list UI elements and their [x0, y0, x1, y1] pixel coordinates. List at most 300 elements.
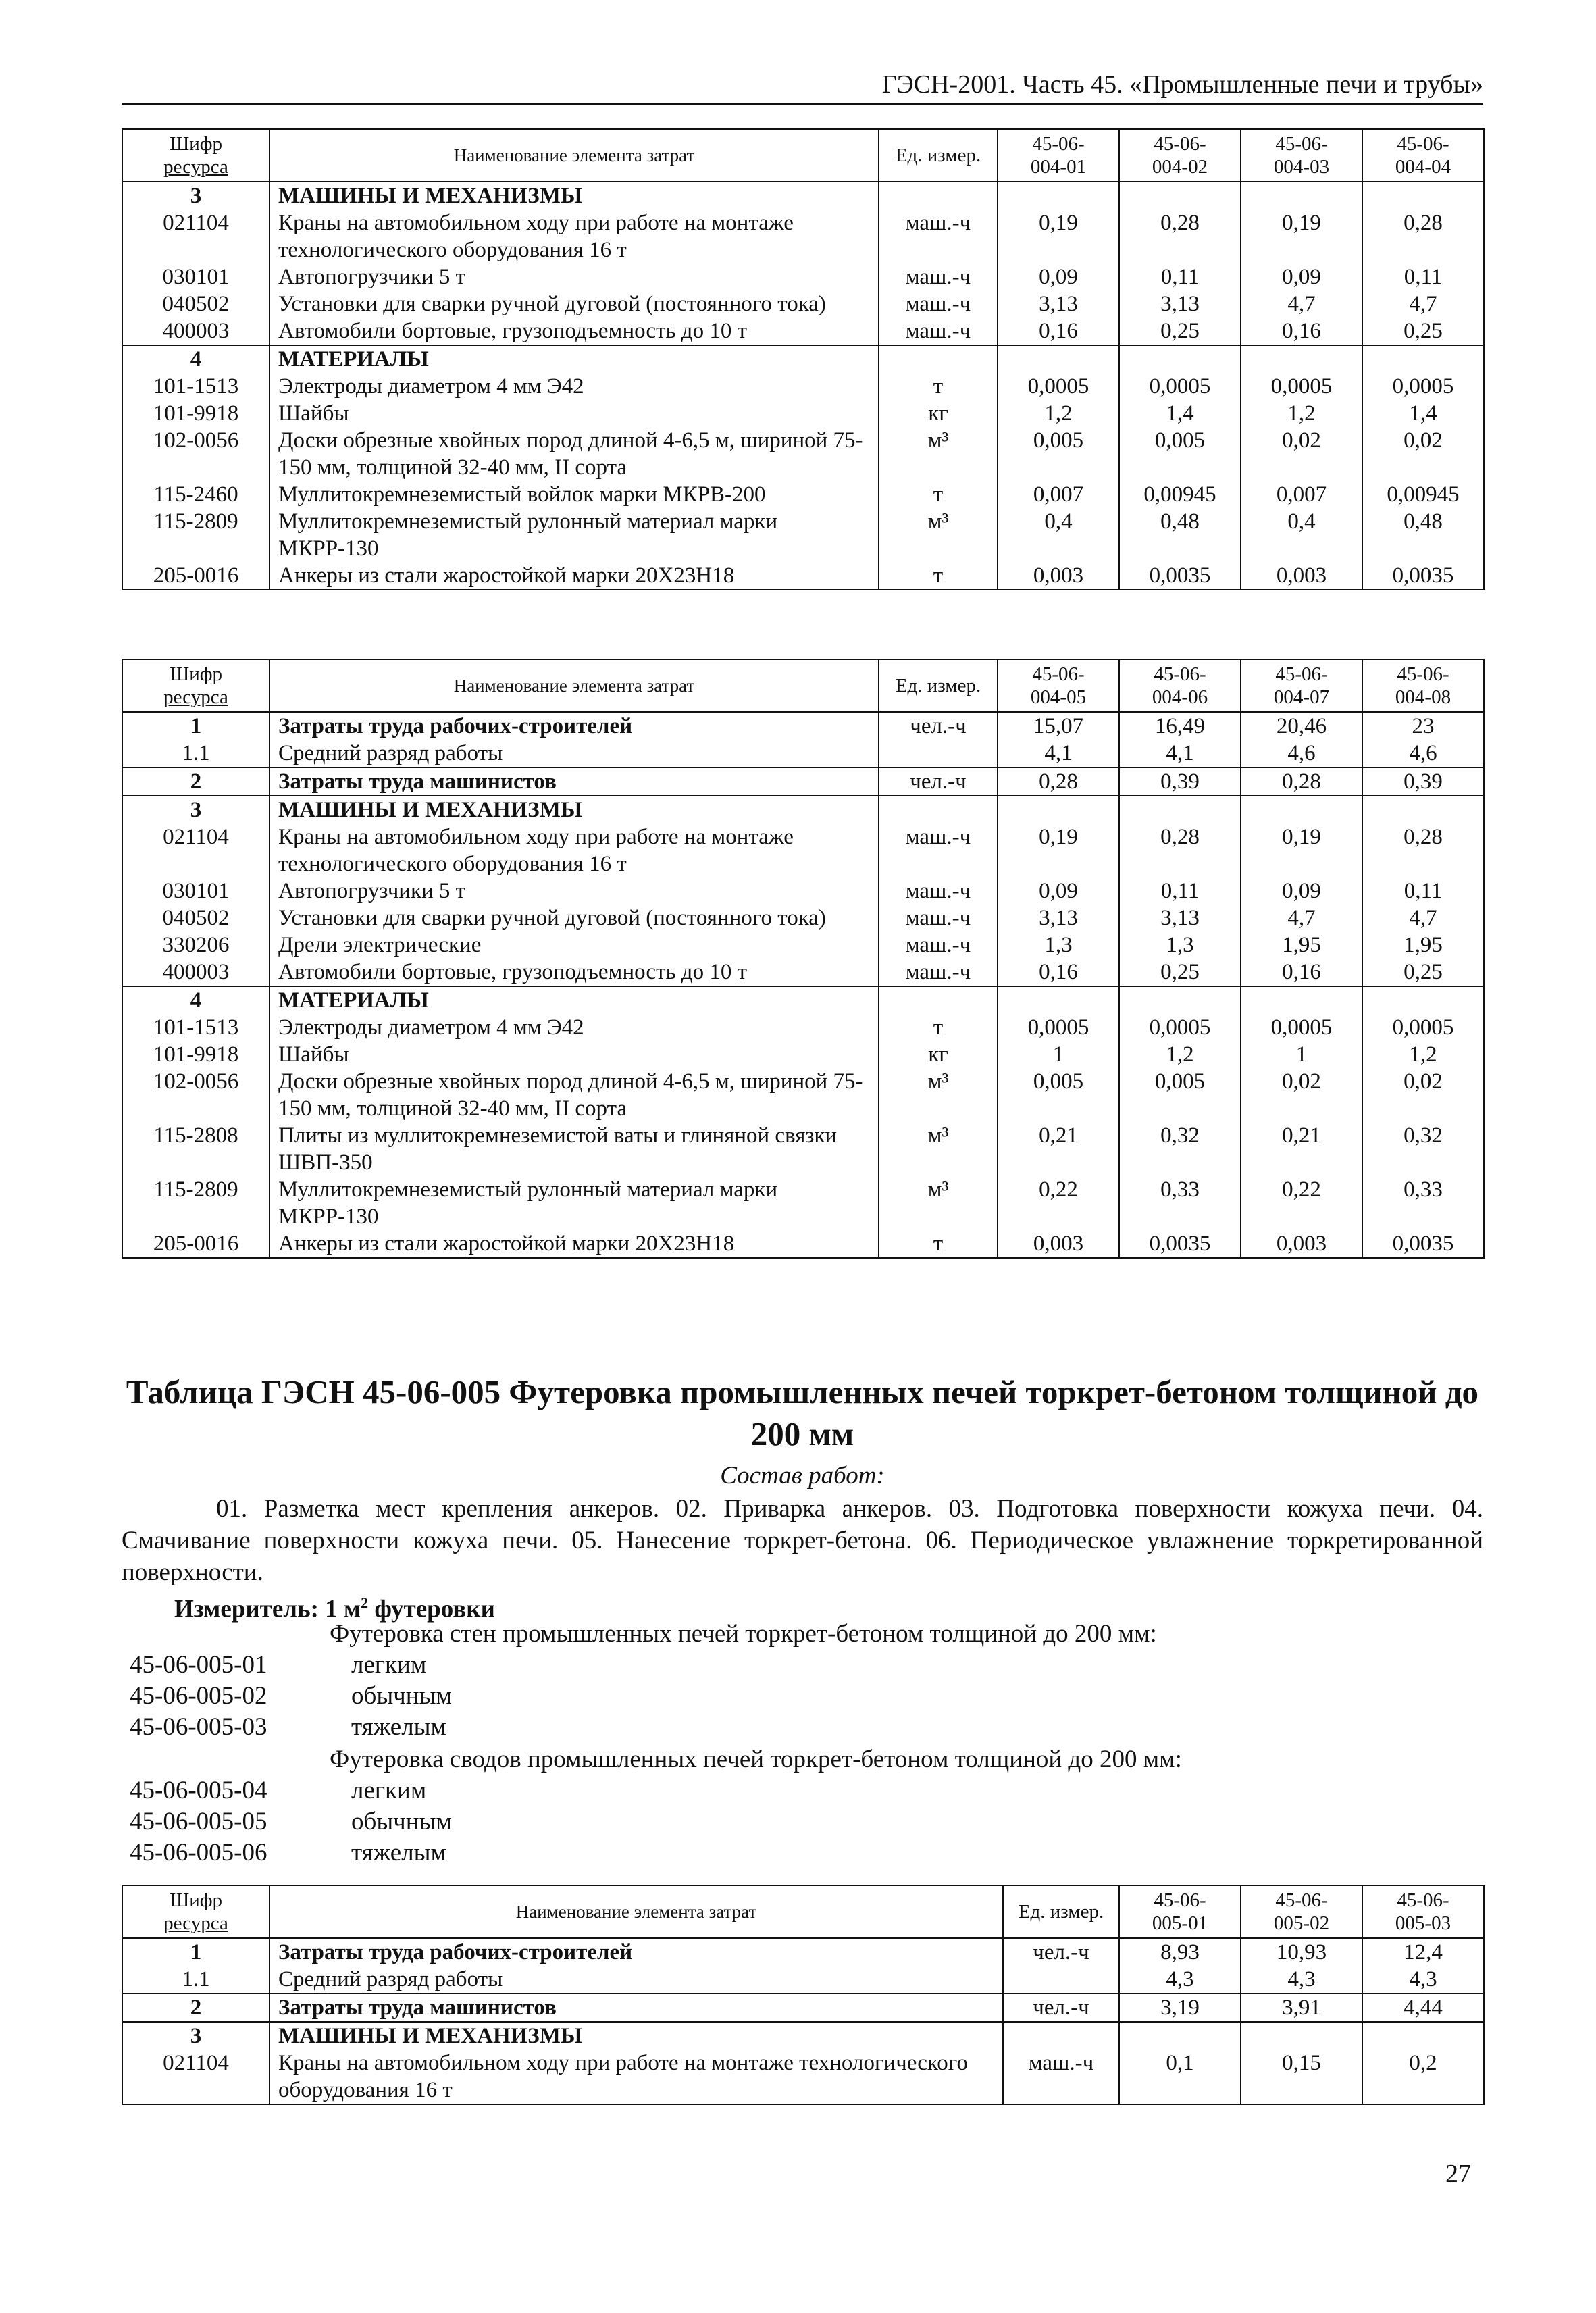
- norm-col-header: [998, 129, 1119, 182]
- code-col-header: [122, 129, 269, 182]
- measure-unit-label: Измеритель: 1 м: [174, 1595, 361, 1623]
- value-cell: 0,28: [1241, 767, 1362, 796]
- value-cell: 0,09: [998, 878, 1119, 905]
- table-row: [122, 905, 1484, 932]
- value-cell: 0,4: [1241, 508, 1362, 562]
- cost-name-cell: Затраты труда рабочих-строителей: [269, 712, 879, 740]
- unit-cell: [879, 182, 998, 209]
- value-cell: 4,7: [1241, 290, 1362, 317]
- work-composition-heading: Состав работ:: [720, 1462, 885, 1490]
- value-cell: 0,28: [1362, 823, 1484, 878]
- value-cell: 0,005: [998, 1068, 1119, 1122]
- cost-name-cell: Краны на автомобильном ходу при работе на монтаже технологического оборудования 16 т: [269, 209, 879, 263]
- norm-col-header: [1362, 659, 1484, 712]
- norm-list-item: [130, 1681, 452, 1712]
- value-cell: 1,2: [1241, 400, 1362, 427]
- value-cell: 0,02: [1241, 427, 1362, 481]
- norm-label: легким: [351, 1651, 427, 1679]
- resource-code-cell: 3: [122, 2022, 269, 2050]
- table-row: [122, 427, 1484, 481]
- resource-code-cell: 030101: [122, 263, 269, 290]
- resource-code-cell: 3: [122, 796, 269, 823]
- resource-code-cell: 102-0056: [122, 427, 269, 481]
- group-heading-vaults: Футеровка сводов промышленных печей торкрет-бетоном толщиной до 200 мм:: [330, 1746, 1182, 1773]
- value-cell: 0,02: [1241, 1068, 1362, 1122]
- norm-list-item: [130, 1806, 452, 1837]
- unit-col-header: Ед. измер.: [879, 129, 998, 182]
- value-cell: 4,1: [998, 740, 1119, 767]
- value-cell: 0,0005: [1119, 373, 1241, 400]
- unit-cell: [879, 796, 998, 823]
- unit-cell: т: [879, 1014, 998, 1041]
- cost-name-cell: Автомобили бортовые, грузоподъемность до 10 т: [269, 317, 879, 345]
- norm-col-header: [1241, 1885, 1362, 1938]
- value-cell: 0,0005: [1241, 373, 1362, 400]
- cost-name-cell: Автомобили бортовые, грузоподъемность до 10 т: [269, 959, 879, 986]
- resource-code-cell: 115-2808: [122, 1122, 269, 1176]
- table-row: [122, 878, 1484, 905]
- cost-name-cell: Затраты труда машинистов: [269, 1993, 1003, 2022]
- value-cell: 0,007: [998, 481, 1119, 508]
- value-cell: [1362, 182, 1484, 209]
- value-cell: 0,00945: [1362, 481, 1484, 508]
- table-body: [122, 1938, 1484, 2104]
- value-cell: 0,09: [998, 263, 1119, 290]
- table-row: [122, 2050, 1484, 2104]
- value-cell: 0,1: [1119, 2050, 1241, 2104]
- value-cell: 1,2: [998, 400, 1119, 427]
- resource-code-cell: 102-0056: [122, 1068, 269, 1122]
- value-cell: 0,003: [998, 562, 1119, 590]
- unit-cell: маш.-ч: [879, 932, 998, 959]
- resource-code-cell: 101-1513: [122, 1014, 269, 1041]
- value-cell: 4,6: [1362, 740, 1484, 767]
- value-cell: 0,48: [1362, 508, 1484, 562]
- value-cell: [1119, 986, 1241, 1014]
- code-col-label2: ресурса: [163, 156, 228, 178]
- value-cell: 0,48: [1119, 508, 1241, 562]
- norm-list-item: [130, 1775, 426, 1806]
- value-cell: 0,005: [1119, 427, 1241, 481]
- resource-code-cell: 205-0016: [122, 1230, 269, 1258]
- value-cell: 0,11: [1362, 878, 1484, 905]
- value-cell: 0,33: [1119, 1176, 1241, 1230]
- value-cell: 0,28: [1119, 209, 1241, 263]
- resource-code-cell: 021104: [122, 2050, 269, 2104]
- cost-name-cell: Установки для сварки ручной дуговой (постоянного тока): [269, 905, 879, 932]
- value-cell: 0,33: [1362, 1176, 1484, 1230]
- table-body: [122, 182, 1484, 590]
- value-cell: 0,003: [998, 1230, 1119, 1258]
- norm-code: 45-06-005-06: [130, 1839, 267, 1866]
- norm-col-prefix: 45-06-: [1397, 133, 1449, 155]
- value-cell: 23: [1362, 712, 1484, 740]
- cost-name-cell: Шайбы: [269, 400, 879, 427]
- resource-code-cell: 021104: [122, 209, 269, 263]
- table-row: [122, 796, 1484, 823]
- table-row: [122, 317, 1484, 345]
- value-cell: 0,39: [1119, 767, 1241, 796]
- value-cell: [1362, 986, 1484, 1014]
- value-cell: 4,3: [1241, 1966, 1362, 1993]
- value-cell: 1,3: [998, 932, 1119, 959]
- norm-col-suffix: 004-04: [1395, 156, 1451, 178]
- value-cell: [998, 796, 1119, 823]
- table-row: [122, 1176, 1484, 1230]
- value-cell: 4,44: [1362, 1993, 1484, 2022]
- table-header-row: [122, 1885, 1484, 1938]
- cost-name-cell: Дрели электрические: [269, 932, 879, 959]
- code-col-label: Шифр: [169, 1889, 223, 1911]
- value-cell: 1: [998, 1041, 1119, 1068]
- cost-name-cell: Электроды диаметром 4 мм Э42: [269, 373, 879, 400]
- value-cell: 0,0035: [1119, 562, 1241, 590]
- value-cell: 3,13: [998, 905, 1119, 932]
- value-cell: 0,11: [1119, 878, 1241, 905]
- cost-name-cell: Автопогрузчики 5 т: [269, 878, 879, 905]
- value-cell: [998, 182, 1119, 209]
- cost-table-005-01-03: [122, 1885, 1485, 2105]
- norm-col-header: [998, 659, 1119, 712]
- value-cell: 0,0005: [998, 1014, 1119, 1041]
- norm-col-suffix: 004-08: [1395, 686, 1451, 708]
- norm-col-prefix: 45-06-: [1032, 133, 1085, 155]
- value-cell: 3,13: [1119, 290, 1241, 317]
- value-cell: 1,95: [1241, 932, 1362, 959]
- norm-list-item: [130, 1712, 446, 1743]
- table-row: [122, 767, 1484, 796]
- resource-code-cell: 205-0016: [122, 562, 269, 590]
- value-cell: [1119, 2022, 1241, 2050]
- resource-code-cell: 101-9918: [122, 1041, 269, 1068]
- value-cell: 20,46: [1241, 712, 1362, 740]
- unit-col-header: Ед. измер.: [1003, 1885, 1119, 1938]
- value-cell: 16,49: [1119, 712, 1241, 740]
- value-cell: 4,7: [1241, 905, 1362, 932]
- value-cell: 0,005: [998, 427, 1119, 481]
- value-cell: 0,25: [1119, 317, 1241, 345]
- unit-cell: м³: [879, 1176, 998, 1230]
- cost-name-cell: Затраты труда машинистов: [269, 767, 879, 796]
- table-row: [122, 1938, 1484, 1966]
- measure-unit-tail: футеровки: [368, 1595, 495, 1623]
- cost-table-004-01-04: [122, 128, 1485, 590]
- resource-code-cell: 3: [122, 182, 269, 209]
- norm-col-suffix: 004-02: [1152, 156, 1208, 178]
- norm-col-prefix: 45-06-: [1275, 663, 1328, 685]
- cost-name-cell: МАШИНЫ И МЕХАНИЗМЫ: [269, 796, 879, 823]
- value-cell: 3,13: [1119, 905, 1241, 932]
- cost-name-cell: Плиты из муллитокремнеземистой ваты и глиняной связки ШВП-350: [269, 1122, 879, 1176]
- table-row: [122, 959, 1484, 986]
- cost-name-cell: МАШИНЫ И МЕХАНИЗМЫ: [269, 2022, 1003, 2050]
- unit-cell: чел.-ч: [1003, 1938, 1119, 1966]
- value-cell: 1,4: [1362, 400, 1484, 427]
- table-row: [122, 932, 1484, 959]
- resource-code-cell: 1: [122, 712, 269, 740]
- unit-cell: [1003, 1966, 1119, 1993]
- value-cell: 0,00945: [1119, 481, 1241, 508]
- unit-cell: маш.-ч: [879, 959, 998, 986]
- norm-col-header: [1241, 659, 1362, 712]
- norm-code: 45-06-005-03: [130, 1713, 267, 1741]
- value-cell: 1: [1241, 1041, 1362, 1068]
- value-cell: [998, 986, 1119, 1014]
- value-cell: 4,3: [1119, 1966, 1241, 1993]
- value-cell: 0,25: [1362, 317, 1484, 345]
- resource-code-cell: 4: [122, 345, 269, 373]
- value-cell: 0,007: [1241, 481, 1362, 508]
- norm-col-header: [1119, 129, 1241, 182]
- norm-col-suffix: 004-01: [1030, 156, 1087, 178]
- norm-list-item: [130, 1837, 446, 1869]
- cost-name-cell: Краны на автомобильном ходу при работе на монтаже технологического оборудования 16 т: [269, 823, 879, 878]
- value-cell: 0,16: [998, 317, 1119, 345]
- value-cell: [1119, 182, 1241, 209]
- value-cell: 4,6: [1241, 740, 1362, 767]
- code-col-header: [122, 1885, 269, 1938]
- resource-code-cell: 101-9918: [122, 400, 269, 427]
- value-cell: 0,02: [1362, 427, 1484, 481]
- norm-col-prefix: 45-06-: [1275, 1889, 1328, 1911]
- norm-col-suffix: 004-05: [1030, 686, 1087, 708]
- value-cell: [1119, 345, 1241, 373]
- norm-col-suffix: 004-06: [1152, 686, 1208, 708]
- value-cell: 0,16: [1241, 959, 1362, 986]
- value-cell: [998, 345, 1119, 373]
- value-cell: 0,16: [1241, 317, 1362, 345]
- value-cell: 0,22: [998, 1176, 1119, 1230]
- unit-cell: чел.-ч: [879, 712, 998, 740]
- unit-cell: кг: [879, 1041, 998, 1068]
- cost-name-cell: Анкеры из стали жаростойкой марки 20Х23Н18: [269, 562, 879, 590]
- value-cell: 0,32: [1119, 1122, 1241, 1176]
- value-cell: [1241, 796, 1362, 823]
- resource-code-cell: 101-1513: [122, 373, 269, 400]
- value-cell: 0,28: [998, 767, 1119, 796]
- norm-list-item: [130, 1650, 426, 1681]
- resource-code-cell: 1.1: [122, 740, 269, 767]
- resource-code-cell: 400003: [122, 317, 269, 345]
- table-row: [122, 508, 1484, 562]
- value-cell: 3,13: [998, 290, 1119, 317]
- measure-unit-sup: 2: [361, 1594, 369, 1611]
- resource-code-cell: 400003: [122, 959, 269, 986]
- norm-col-suffix: 005-02: [1273, 1912, 1330, 1934]
- value-cell: 0,15: [1241, 2050, 1362, 2104]
- table-row: [122, 1230, 1484, 1258]
- table-row: [122, 1993, 1484, 2022]
- value-cell: [1362, 2022, 1484, 2050]
- table-body: [122, 712, 1484, 1258]
- value-cell: 0,11: [1119, 263, 1241, 290]
- norm-col-header: [1119, 659, 1241, 712]
- table-row: [122, 986, 1484, 1014]
- value-cell: 0,19: [1241, 209, 1362, 263]
- norm-label: тяжелым: [351, 1713, 446, 1741]
- norm-label: легким: [351, 1777, 427, 1804]
- value-cell: 0,0005: [998, 373, 1119, 400]
- norm-col-prefix: 45-06-: [1154, 663, 1206, 685]
- table-row: [122, 481, 1484, 508]
- table-row: [122, 263, 1484, 290]
- name-col-header: Наименование элемента затрат: [269, 129, 879, 182]
- cost-name-cell: Шайбы: [269, 1041, 879, 1068]
- unit-cell: [1003, 2022, 1119, 2050]
- value-cell: 0,0005: [1362, 373, 1484, 400]
- resource-code-cell: 040502: [122, 290, 269, 317]
- page-number: 27: [1445, 2160, 1471, 2188]
- value-cell: 0,0035: [1362, 562, 1484, 590]
- value-cell: 0,28: [1119, 823, 1241, 878]
- resource-code-cell: 115-2809: [122, 1176, 269, 1230]
- value-cell: [1241, 345, 1362, 373]
- cost-name-cell: Анкеры из стали жаростойкой марки 20Х23Н18: [269, 1230, 879, 1258]
- norm-col-suffix: 005-03: [1395, 1912, 1451, 1934]
- value-cell: 12,4: [1362, 1938, 1484, 1966]
- name-col-header: Наименование элемента затрат: [269, 1885, 1003, 1938]
- cost-name-cell: МАТЕРИАЛЫ: [269, 345, 879, 373]
- resource-code-cell: 040502: [122, 905, 269, 932]
- unit-cell: м³: [879, 427, 998, 481]
- value-cell: 3,19: [1119, 1993, 1241, 2022]
- cost-name-cell: Электроды диаметром 4 мм Э42: [269, 1014, 879, 1041]
- page-header: ГЭСН-2001. Часть 45. «Промышленные печи и трубы»: [122, 68, 1483, 105]
- table-row: [122, 290, 1484, 317]
- cost-name-cell: Доски обрезные хвойных пород длиной 4-6,5 м, шириной 75-150 мм, толщиной 32-40 мм, II сорта: [269, 1068, 879, 1122]
- norm-col-prefix: 45-06-: [1154, 1889, 1206, 1911]
- value-cell: 0,0005: [1362, 1014, 1484, 1041]
- resource-code-cell: 330206: [122, 932, 269, 959]
- norm-label: обычным: [351, 1808, 452, 1835]
- value-cell: [1362, 345, 1484, 373]
- unit-cell: кг: [879, 400, 998, 427]
- value-cell: [1241, 182, 1362, 209]
- value-cell: 0,28: [1362, 209, 1484, 263]
- table-row: [122, 1122, 1484, 1176]
- unit-cell: т: [879, 481, 998, 508]
- resource-code-cell: 2: [122, 767, 269, 796]
- value-cell: 0,25: [1362, 959, 1484, 986]
- norm-label: тяжелым: [351, 1839, 446, 1866]
- value-cell: [1119, 796, 1241, 823]
- unit-cell: м³: [879, 1068, 998, 1122]
- value-cell: [1362, 796, 1484, 823]
- value-cell: 0,19: [998, 823, 1119, 878]
- value-cell: 8,93: [1119, 1938, 1241, 1966]
- table-row: [122, 1041, 1484, 1068]
- value-cell: 0,19: [1241, 823, 1362, 878]
- table-row: [122, 740, 1484, 767]
- cost-name-cell: Муллитокремнеземистый войлок марки МКРВ-200: [269, 481, 879, 508]
- resource-code-cell: 115-2809: [122, 508, 269, 562]
- table-row: [122, 400, 1484, 427]
- value-cell: 1,2: [1362, 1041, 1484, 1068]
- value-cell: 0,4: [998, 508, 1119, 562]
- value-cell: 0,003: [1241, 1230, 1362, 1258]
- table-row: [122, 345, 1484, 373]
- norm-col-prefix: 45-06-: [1397, 1889, 1449, 1911]
- cost-table-004-05-08: [122, 659, 1485, 1259]
- norm-col-header: [1241, 129, 1362, 182]
- table-row: [122, 373, 1484, 400]
- value-cell: 0,003: [1241, 562, 1362, 590]
- group-heading-walls: Футеровка стен промышленных печей торкрет-бетоном толщиной до 200 мм:: [330, 1620, 1157, 1648]
- code-col-label: Шифр: [169, 133, 223, 155]
- value-cell: 0,005: [1119, 1068, 1241, 1122]
- value-cell: 4,7: [1362, 290, 1484, 317]
- unit-cell: м³: [879, 1122, 998, 1176]
- value-cell: 1,3: [1119, 932, 1241, 959]
- table-row: [122, 209, 1484, 263]
- value-cell: [1241, 2022, 1362, 2050]
- norm-col-prefix: 45-06-: [1032, 663, 1085, 685]
- value-cell: 0,09: [1241, 263, 1362, 290]
- table-header-row: [122, 129, 1484, 182]
- value-cell: 0,0005: [1119, 1014, 1241, 1041]
- value-cell: 0,11: [1362, 263, 1484, 290]
- value-cell: 4,3: [1362, 1966, 1484, 1993]
- section-title: Таблица ГЭСН 45-06-005 Футеровка промышленных печей торкрет-бетоном толщиной до 200 мм: [126, 1373, 1479, 1452]
- cost-name-cell: Муллитокремнеземистый рулонный материал марки МКРР-130: [269, 508, 879, 562]
- cost-name-cell: Автопогрузчики 5 т: [269, 263, 879, 290]
- unit-cell: маш.-ч: [879, 905, 998, 932]
- value-cell: 0,02: [1362, 1068, 1484, 1122]
- unit-cell: т: [879, 373, 998, 400]
- norm-code: 45-06-005-05: [130, 1808, 267, 1835]
- norm-col-suffix: 005-01: [1152, 1912, 1208, 1934]
- resource-code-cell: 2: [122, 1993, 269, 2022]
- value-cell: 0,2: [1362, 2050, 1484, 2104]
- unit-cell: чел.-ч: [1003, 1993, 1119, 2022]
- cost-name-cell: МАТЕРИАЛЫ: [269, 986, 879, 1014]
- norm-col-suffix: 004-03: [1273, 156, 1330, 178]
- cost-name-cell: Затраты труда рабочих-строителей: [269, 1938, 1003, 1966]
- value-cell: 0,0035: [1362, 1230, 1484, 1258]
- code-col-label2: ресурса: [163, 686, 228, 708]
- value-cell: 15,07: [998, 712, 1119, 740]
- value-cell: 0,39: [1362, 767, 1484, 796]
- unit-cell: т: [879, 1230, 998, 1258]
- value-cell: 1,95: [1362, 932, 1484, 959]
- unit-cell: [879, 740, 998, 767]
- resource-code-cell: 1.1: [122, 1966, 269, 1993]
- value-cell: 0,25: [1119, 959, 1241, 986]
- norm-col-header: [1362, 1885, 1484, 1938]
- table-row: [122, 1014, 1484, 1041]
- value-cell: 0,21: [998, 1122, 1119, 1176]
- value-cell: 0,16: [998, 959, 1119, 986]
- norm-col-header: [1119, 1885, 1241, 1938]
- value-cell: 4,7: [1362, 905, 1484, 932]
- norm-code: 45-06-005-04: [130, 1777, 267, 1804]
- unit-cell: маш.-ч: [879, 209, 998, 263]
- unit-cell: маш.-ч: [879, 878, 998, 905]
- resource-code-cell: 030101: [122, 878, 269, 905]
- value-cell: 0,21: [1241, 1122, 1362, 1176]
- value-cell: 0,09: [1241, 878, 1362, 905]
- norm-code: 45-06-005-01: [130, 1651, 267, 1679]
- value-cell: 3,91: [1241, 1993, 1362, 2022]
- value-cell: 10,93: [1241, 1938, 1362, 1966]
- norm-label: обычным: [351, 1682, 452, 1710]
- table-row: [122, 2022, 1484, 2050]
- value-cell: 1,4: [1119, 400, 1241, 427]
- code-col-label2: ресурса: [163, 1912, 228, 1934]
- value-cell: 0,0005: [1241, 1014, 1362, 1041]
- name-col-header: Наименование элемента затрат: [269, 659, 879, 712]
- cost-name-cell: МАШИНЫ И МЕХАНИЗМЫ: [269, 182, 879, 209]
